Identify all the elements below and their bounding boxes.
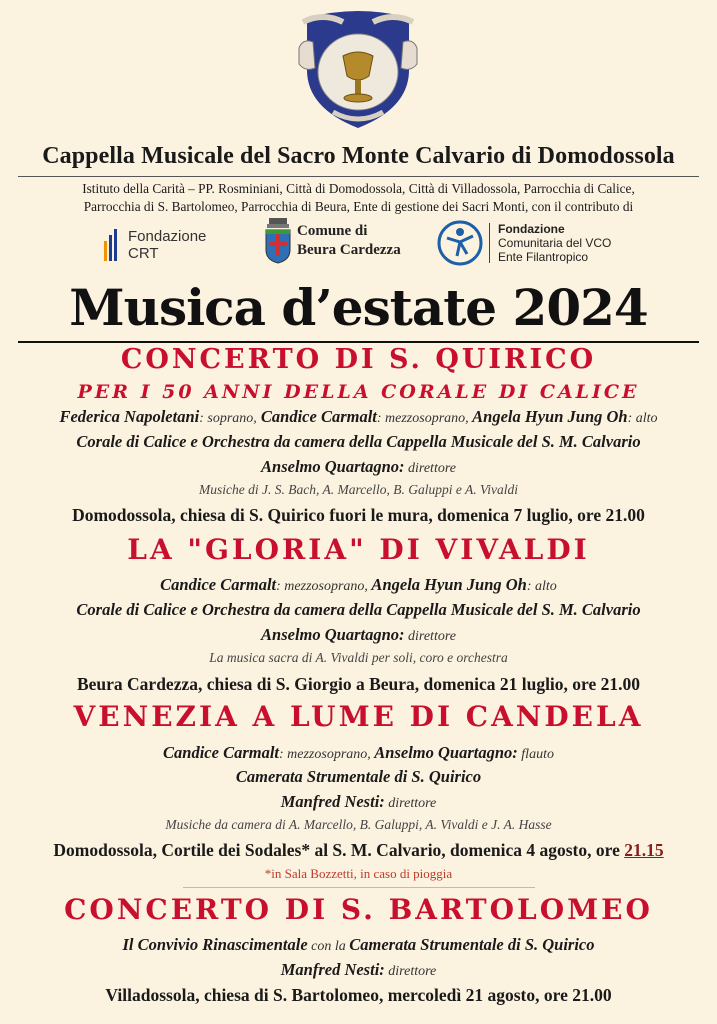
program-line: La musica sacra di A. Vivaldi per soli, coro e orchestra xyxy=(209,650,508,665)
concert-title: LA "GLORIA" DI VIVALDI xyxy=(127,533,590,566)
sponsors-line: Parrocchia di S. Bartolomeo, Parrocchia di Beura, Ente di gestione dei Sacri Monti, con il contributo di xyxy=(83,199,634,214)
director-name: Anselmo Quartagno: xyxy=(261,625,405,644)
director-role: direttore xyxy=(404,461,456,476)
performers-line xyxy=(0,575,717,595)
director-name: Manfred Nesti: xyxy=(280,960,385,979)
director-line xyxy=(0,960,717,980)
ensemble-connector: con la xyxy=(307,939,350,954)
performer-role: : mezzosoprano, xyxy=(276,579,368,594)
ensemble-line: Corale di Calice e Orchestra da camera della Cappella Musicale del S. M. Calvario xyxy=(76,432,641,451)
venue-time: 21.15 xyxy=(624,840,664,860)
crt-label: Fondazione xyxy=(128,228,207,245)
performer-name: Candice Carmalt xyxy=(256,407,377,426)
organization-title: Cappella Musicale del Sacro Monte Calvario di Domodossola xyxy=(42,143,675,169)
venue-line: Villadossola, chiesa di S. Bartolomeo, mercoledì 21 agosto, ore 21.00 xyxy=(105,985,612,1005)
ensemble-name: Camerata Strumentale di S. Quirico xyxy=(349,935,595,954)
performer-name: Angela Hyun Jung Oh xyxy=(468,407,628,426)
divider xyxy=(18,176,699,177)
director-name: Anselmo Quartagno: xyxy=(261,457,405,476)
ensemble-line xyxy=(0,935,717,955)
director-line xyxy=(0,625,717,645)
venue-line: Domodossola, chiesa di S. Quirico fuori le mura, domenica 7 luglio, ore 21.00 xyxy=(72,505,645,525)
vco-figure-icon xyxy=(437,220,483,266)
sponsors-line: Istituto della Carità – PP. Rosminiani, Città di Domodossola, Città di Villadossola, Parrocchia di Calice, xyxy=(82,181,635,196)
performer-role: : alto xyxy=(526,579,557,594)
concert-title: VENEZIA A LUME DI CANDELA xyxy=(73,700,644,733)
ensemble-line: Corale di Calice e Orchestra da camera della Cappella Musicale del S. M. Calvario xyxy=(76,600,641,619)
vco-label: Comunitaria del VCO xyxy=(498,236,612,250)
performer-role: : mezzosoprano, xyxy=(376,411,469,426)
sponsors-text xyxy=(0,180,717,216)
vco-label: Fondazione xyxy=(498,222,565,236)
concert-title: CONCERTO DI S. BARTOLOMEO xyxy=(64,893,653,926)
comune-label: Comune di xyxy=(297,223,368,239)
partner-logos xyxy=(0,216,717,266)
director-role: direttore xyxy=(384,796,437,811)
performer-role: : alto xyxy=(627,411,658,426)
program-line: Musiche da camera di A. Marcello, B. Galuppi, A. Vivaldi e J. A. Hasse xyxy=(165,817,552,832)
cappella-emblem-logo xyxy=(293,8,423,133)
fondazione-crt-logo xyxy=(104,228,206,262)
concert-subtitle: PER I 50 ANNI DELLA CORALE DI CALICE xyxy=(77,381,640,403)
performers-line xyxy=(0,743,717,763)
vco-separator xyxy=(489,223,490,263)
main-title: Musica d’estate 2024 xyxy=(69,278,648,337)
fondazione-vco-logo xyxy=(437,220,611,266)
divider xyxy=(183,887,535,888)
crt-mark-icon xyxy=(104,229,120,261)
ensemble-line: Camerata Strumentale di S. Quirico xyxy=(235,767,482,786)
performer-name: Angela Hyun Jung Oh xyxy=(367,575,527,594)
venue-text: Domodossola, Cortile dei Sodales* al S. M. Calvario, domenica 4 agosto, ore xyxy=(53,840,625,860)
director-line xyxy=(0,792,717,812)
performer-role: : soprano, xyxy=(199,411,257,426)
program-line: Musiche di J. S. Bach, A. Marcello, B. Galuppi e A. Vivaldi xyxy=(199,482,518,497)
vco-label: Ente Filantropico xyxy=(498,250,589,264)
performers-line xyxy=(0,407,717,427)
ensemble-name: Il Convivio Rinascimentale xyxy=(122,935,308,954)
director-name: Manfred Nesti: xyxy=(280,792,385,811)
venue-line xyxy=(0,840,717,861)
performer-name: Candice Carmalt xyxy=(160,575,277,594)
concert-title: CONCERTO DI S. QUIRICO xyxy=(120,344,597,375)
director-line xyxy=(0,457,717,477)
performer-name: Anselmo Quartagno: xyxy=(370,743,518,762)
performer-role: flauto xyxy=(517,747,554,762)
performer-role: : mezzosoprano, xyxy=(279,747,371,762)
comune-beura-logo xyxy=(263,218,401,264)
rain-note: *in Sala Bozzetti, in caso di pioggia xyxy=(264,866,453,881)
comune-label: Beura Cardezza xyxy=(297,242,401,258)
performer-name: Candice Carmalt xyxy=(163,743,279,762)
director-role: direttore xyxy=(404,629,456,644)
performer-name: Federica Napoletani xyxy=(59,407,200,426)
crt-label: CRT xyxy=(128,245,159,262)
comune-crest-icon xyxy=(263,218,293,264)
divider xyxy=(18,341,699,343)
venue-line: Beura Cardezza, chiesa di S. Giorgio a Beura, domenica 21 luglio, ore 21.00 xyxy=(76,674,641,694)
director-role: direttore xyxy=(384,964,437,979)
